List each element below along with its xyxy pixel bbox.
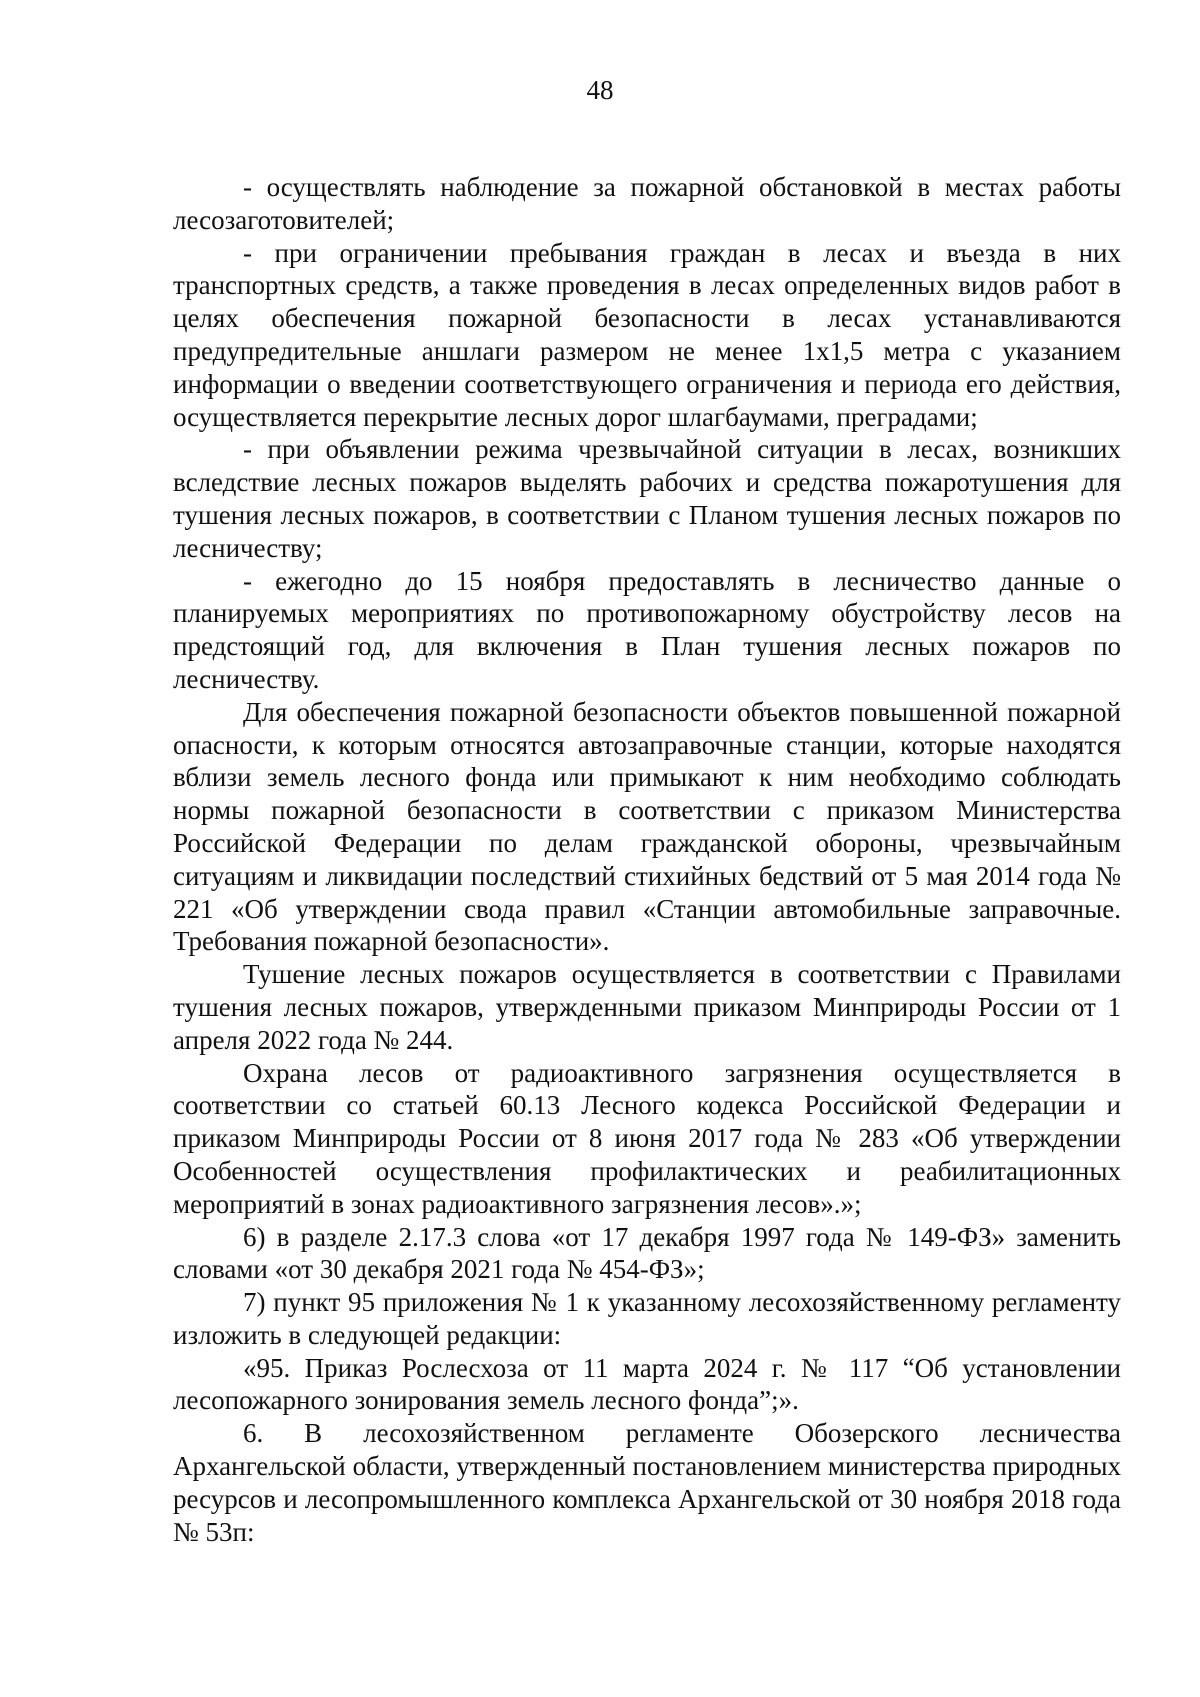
paragraph-radioactive-protection: Охрана лесов от радиоактивного загрязнения осуществляется в соответствии со статьей 60.13 Лесного кодекса Российской Федерации и приказом Минприроды России от 8 июня 2017 года № 283 «Об утверждении Особенностей осуществления профилактических и реабилитационных мероприятий в зонах радиоактивного загрязнения лесов».»; [173,1057,1121,1219]
paragraph-emergency-mode: - при объявлении режима чрезвычайной ситуации в лесах, возникших вследствие лесных пожаров выделять рабочих и средства пожаротушения для тушения лесных пожаров, в соответствии с Планом тушения лесных пожаров по лесничеству; [173,434,1121,563]
paragraph-annual-data: - ежегодно до 15 ноября предоставлять в лесничество данные о планируемых мероприятиях по противопожарному обустройству лесов на предстоящий год, для включения в План тушения лесных пожаров по лесничеству. [173,565,1121,694]
paragraph-fuel-stations: Для обеспечения пожарной безопасности объектов повышенной пожарной опасности, к которым относятся автозаправочные станции, которые находятся вблизи земель лесного фонда или примыкают к ним необходимо соблюдать нормы пожарной безопасности в соответствии с приказом Министерства Российской Федерации по делам гражданской обороны, чрезвычайным ситуациям и ликвидации последствий стихийных бедствий от 5 мая 2014 года № 221 «Об утверждении свода правил «Станции автомобильные заправочные. Требования пожарной безопасности». [173,696,1121,957]
paragraph-restriction-signs: - при ограничении пребывания граждан в лесах и въезда в них транспортных средств, а также проведения в лесах определенных видов работ в целях обеспечения пожарной безопасности в лесах устанавливаются предупредительные аншлаги размером не менее 1х1,5 метра с указанием информации о введении соответствующего ограничения и периода его действия, осуществляется перекрытие лесных дорог шлагбаумами, преградами; [173,237,1121,432]
paragraph-observe-fire: - осуществлять наблюдение за пожарной обстановкой в местах работы лесозаготовителей; [173,172,1121,235]
paragraph-quote-95: «95. Приказ Рослесхоза от 11 марта 2024 г. № 117 “Об установлении лесопожарного зонирования земель лесного фонда”;». [173,1352,1121,1416]
document-body [173,171,1121,1548]
page-number: 48 [586,75,614,105]
paragraph-item-7: 7) пункт 95 приложения № 1 к указанному лесохозяйственному регламенту изложить в следующей редакции: [173,1287,1121,1350]
paragraph-item-6: 6) в разделе 2.17.3 слова «от 17 декабря 1997 года № 149-ФЗ» заменить словами «от 30 декабря 2021 года № 454-ФЗ»; [173,1221,1121,1285]
paragraph-fire-extinguishing: Тушение лесных пожаров осуществляется в соответствии с Правилами тушения лесных пожаров, утвержденными приказом Минприроды России от 1 апреля 2022 года № 244. [173,959,1121,1055]
paragraph-section-6: 6. В лесохозяйственном регламенте Обозерского лесничества Архангельской области, утвержденный постановлением министерства природных ресурсов и лесопромышленного комплекса Архангельской от 30 ноября 2018 года № 53п: [173,1418,1121,1547]
